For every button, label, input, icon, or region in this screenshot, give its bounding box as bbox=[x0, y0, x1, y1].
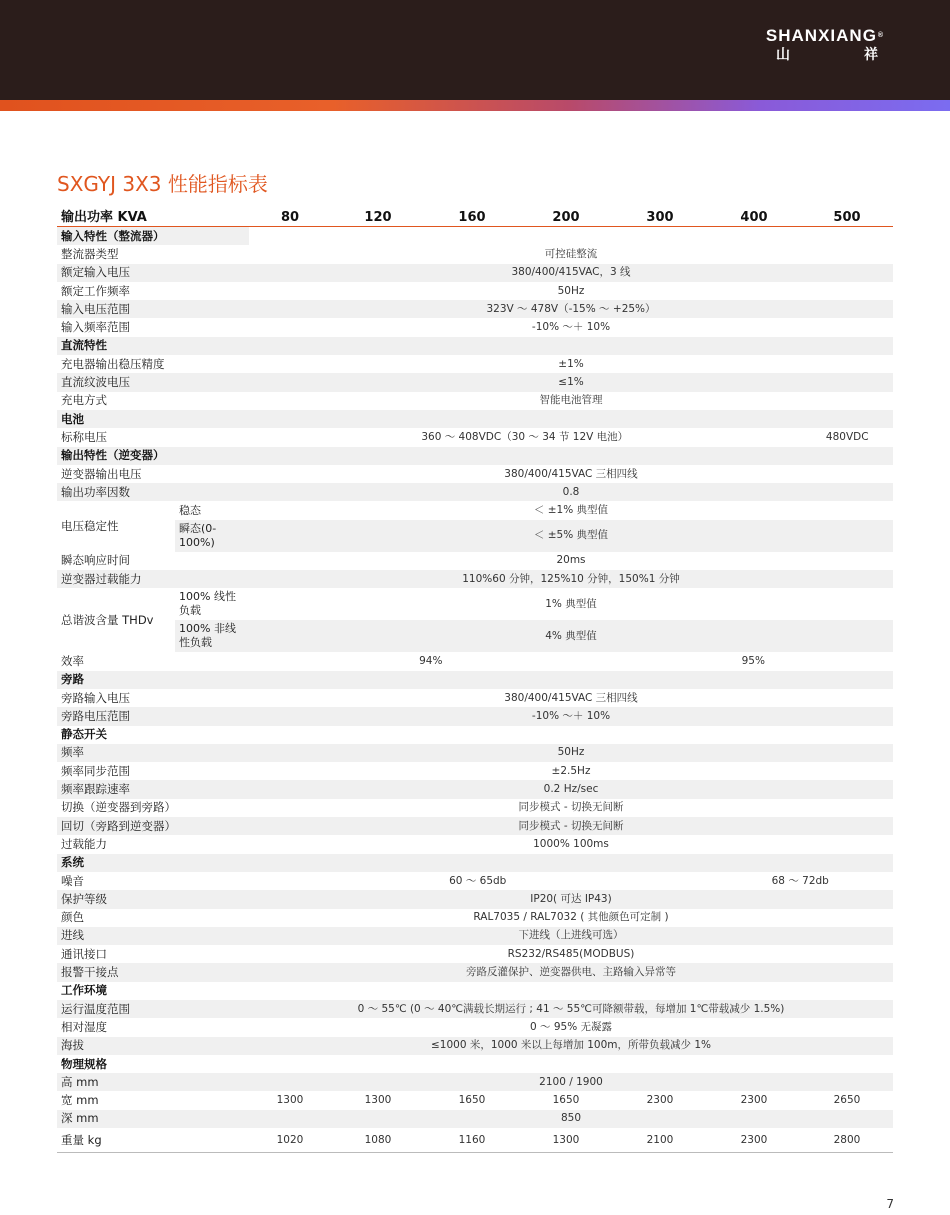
row-value: ＜ ±5% 典型值 bbox=[249, 520, 893, 552]
table-row bbox=[57, 744, 893, 762]
row-label: 标称电压 bbox=[61, 429, 107, 444]
row-value: 2100 / 1900 bbox=[249, 1073, 893, 1091]
brand-name-en: SHANXIANG® bbox=[765, 26, 885, 45]
row-value: ≤1% bbox=[249, 373, 893, 391]
row-value: 2300 bbox=[707, 1128, 801, 1153]
row-value: 1080 bbox=[331, 1128, 425, 1153]
row-label: 颜色 bbox=[61, 910, 84, 925]
row-value bbox=[249, 671, 893, 689]
brand-name-cn: 山 祥 bbox=[776, 47, 878, 63]
row-value bbox=[249, 854, 893, 872]
row-value: RS232/RS485(MODBUS) bbox=[507, 947, 635, 960]
row-value: ≤1000 米，1000 米以上每增加 100m，所带负载减少 1% bbox=[249, 1037, 893, 1055]
header-col: 120 bbox=[331, 208, 425, 227]
section-row bbox=[57, 1055, 893, 1073]
row-value: 480VDC bbox=[801, 428, 893, 446]
table-row bbox=[57, 762, 893, 780]
section-row bbox=[57, 726, 893, 744]
row-value: 0.8 bbox=[249, 483, 893, 501]
table-row bbox=[57, 1110, 893, 1128]
section-row bbox=[57, 671, 893, 689]
row-label: 额定工作频率 bbox=[61, 283, 130, 298]
row-label: 额定输入电压 bbox=[57, 264, 249, 282]
table-row bbox=[57, 963, 893, 981]
row-label: 频率跟踪速率 bbox=[57, 780, 249, 798]
section-row bbox=[57, 410, 893, 428]
row-value: 380/400/415VAC 三相四线 bbox=[504, 467, 638, 480]
row-value: IP20( 可达 IP43) bbox=[249, 890, 893, 908]
row-label: 运行温度范围 bbox=[57, 1000, 249, 1018]
row-label: 直流特性 bbox=[57, 337, 249, 355]
row-label: 宽 mm bbox=[61, 1093, 99, 1108]
row-value: 1160 bbox=[425, 1128, 519, 1153]
row-value: 同步模式 - 切换无间断 bbox=[249, 817, 893, 835]
row-value: 1300 bbox=[519, 1128, 613, 1153]
table-row bbox=[57, 1018, 893, 1036]
table-row bbox=[57, 835, 893, 853]
table-row bbox=[57, 909, 893, 927]
row-label: 输入频率范围 bbox=[61, 320, 130, 335]
table-row bbox=[57, 707, 893, 725]
row-label: 深 mm bbox=[57, 1110, 249, 1128]
table-cell bbox=[249, 1055, 893, 1073]
table-row bbox=[57, 245, 893, 263]
table-row bbox=[57, 428, 893, 446]
row-label: 输出功率因数 bbox=[57, 483, 249, 501]
row-label: 回切（旁路到逆变器） bbox=[57, 817, 249, 835]
row-label: 旁路输入电压 bbox=[61, 690, 130, 705]
row-label: 切换（逆变器到旁路） bbox=[61, 800, 176, 815]
row-value: ±1% bbox=[558, 357, 584, 370]
table-cell bbox=[249, 227, 893, 246]
header-col: 80 bbox=[249, 208, 331, 227]
row-value: 1% 典型值 bbox=[545, 597, 597, 610]
table-row bbox=[57, 570, 893, 588]
row-label: 旁路 bbox=[57, 671, 249, 689]
table-row bbox=[57, 501, 893, 519]
row-value: 380/400/415VAC 三相四线 bbox=[504, 691, 638, 704]
table-row bbox=[57, 465, 893, 483]
row-label: 电池 bbox=[57, 410, 249, 428]
row-value: 360 ～ 408VDC（30 ～ 34 节 12V 电池） bbox=[421, 430, 629, 443]
row-value: -10% ～＋ 10% bbox=[249, 707, 893, 725]
table-row bbox=[57, 1073, 893, 1091]
row-label: 瞬态响应时间 bbox=[61, 553, 130, 568]
row-value: 20ms bbox=[556, 554, 586, 567]
row-label: 逆变器过载能力 bbox=[57, 570, 249, 588]
table-cell bbox=[249, 726, 893, 744]
row-value: 60 ～ 65db bbox=[449, 874, 507, 887]
row-value: 0 ～ 55℃ (0 ～ 40℃满载长期运行 ; 41 ～ 55℃可降额带载，每增加 1℃带载减少 1.5%) bbox=[249, 1000, 893, 1018]
row-label: 效率 bbox=[61, 653, 84, 668]
row-label: 总谐波含量 THDv bbox=[61, 612, 154, 627]
table-row bbox=[57, 1000, 893, 1018]
row-value: ±2.5Hz bbox=[551, 764, 591, 777]
row-sublabel: 100% 非线性负载 bbox=[175, 620, 249, 652]
row-label: 频率同步范围 bbox=[61, 763, 130, 778]
row-value: 1000% 100ms bbox=[533, 837, 609, 850]
table-cell bbox=[249, 982, 893, 1000]
row-value: RAL7035 / RAL7032 ( 其他颜色可定制 ) bbox=[473, 911, 669, 924]
row-label: 输出特性（逆变器） bbox=[57, 447, 249, 465]
row-value: 0 ～ 95% 无凝露 bbox=[529, 1020, 613, 1033]
header-col: 300 bbox=[613, 208, 707, 227]
section-row bbox=[57, 337, 893, 355]
row-label: 报警干接点 bbox=[57, 963, 249, 981]
row-sublabel: 瞬态(0-100%) bbox=[175, 520, 249, 552]
row-label: 工作环境 bbox=[57, 982, 249, 1000]
row-label: 相对湿度 bbox=[61, 1019, 107, 1034]
row-label: 进线 bbox=[57, 927, 249, 945]
table-row bbox=[57, 1091, 893, 1109]
table-row bbox=[57, 318, 893, 336]
table-row bbox=[57, 355, 893, 373]
row-value: 850 bbox=[249, 1110, 893, 1128]
row-label: 输入电压范围 bbox=[57, 300, 249, 318]
table-row bbox=[57, 264, 893, 282]
row-label: 保护等级 bbox=[57, 890, 249, 908]
row-value: 68 ～ 72db bbox=[707, 872, 893, 890]
row-value bbox=[249, 447, 893, 465]
table-row bbox=[57, 780, 893, 798]
table-row bbox=[57, 652, 893, 670]
row-label: 频率 bbox=[57, 744, 249, 762]
header-col: 160 bbox=[425, 208, 519, 227]
row-value bbox=[249, 337, 893, 355]
section-row bbox=[57, 227, 893, 246]
row-value: 2100 bbox=[613, 1128, 707, 1153]
table-row bbox=[57, 392, 893, 410]
page-number: 7 bbox=[886, 1197, 894, 1211]
section-row bbox=[57, 982, 893, 1000]
row-label: 高 mm bbox=[57, 1073, 249, 1091]
accent-stripe bbox=[0, 100, 950, 111]
row-value: 95% bbox=[613, 652, 893, 670]
row-label: 电压稳定性 bbox=[61, 519, 119, 534]
table-row bbox=[57, 620, 893, 652]
row-label: 噪音 bbox=[61, 873, 84, 888]
row-label: 直流纹波电压 bbox=[57, 373, 249, 391]
row-label: 过载能力 bbox=[61, 836, 107, 851]
row-value: ＜ ±1% 典型值 bbox=[533, 504, 609, 517]
row-value: 可控硅整流 bbox=[544, 247, 598, 260]
table-row bbox=[57, 927, 893, 945]
header-col: 500 bbox=[801, 208, 893, 227]
table-row bbox=[57, 520, 893, 552]
page-title: SXGYJ 3X3 性能指标表 bbox=[57, 172, 268, 196]
row-value: 下进线（上进线可选） bbox=[249, 927, 893, 945]
table-row bbox=[57, 945, 893, 963]
table-row bbox=[57, 817, 893, 835]
row-value: 旁路反灌保护、逆变器供电、主路输入异常等 bbox=[249, 963, 893, 981]
row-value bbox=[249, 410, 893, 428]
spec-table bbox=[57, 208, 893, 1153]
row-value: 2800 bbox=[801, 1128, 893, 1153]
row-value: 50Hz bbox=[557, 284, 585, 297]
row-value: 4% 典型值 bbox=[249, 620, 893, 652]
row-value: 2300 bbox=[646, 1094, 674, 1107]
row-label: 整流器类型 bbox=[61, 246, 119, 261]
row-value: -10% ～＋ 10% bbox=[531, 321, 611, 334]
row-sublabel: 稳态 bbox=[179, 503, 201, 517]
table-row bbox=[57, 552, 893, 570]
row-value: 智能电池管理 bbox=[539, 394, 603, 407]
row-sublabel: 100% 线性负载 bbox=[179, 590, 236, 618]
table-row bbox=[57, 483, 893, 501]
row-label: 通讯接口 bbox=[61, 946, 107, 961]
header-label: 输出功率 KVA bbox=[57, 208, 249, 227]
section-row bbox=[57, 854, 893, 872]
row-value: 2650 bbox=[833, 1094, 861, 1107]
row-label: 旁路电压范围 bbox=[57, 707, 249, 725]
table-row bbox=[57, 872, 893, 890]
row-label: 充电方式 bbox=[61, 393, 107, 408]
row-label: 静态开关 bbox=[57, 726, 249, 744]
row-value: 1020 bbox=[249, 1128, 331, 1153]
row-label: 重量 kg bbox=[57, 1128, 249, 1153]
row-value: 50Hz bbox=[249, 744, 893, 762]
row-value: 1300 bbox=[364, 1094, 392, 1107]
row-value: 380/400/415VAC，3 线 bbox=[249, 264, 893, 282]
row-label: 海拔 bbox=[57, 1037, 249, 1055]
table-header bbox=[57, 208, 893, 227]
table-row bbox=[57, 373, 893, 391]
row-value: 0.2 Hz/sec bbox=[249, 780, 893, 798]
header-col: 200 bbox=[519, 208, 613, 227]
row-label: 系统 bbox=[57, 854, 249, 872]
row-value: 1300 bbox=[276, 1094, 304, 1107]
row-label: 充电器输出稳压精度 bbox=[61, 356, 165, 371]
row-value: 1650 bbox=[552, 1094, 580, 1107]
brand-logo bbox=[750, 26, 900, 64]
row-value: 94% bbox=[419, 654, 443, 667]
row-value: 110%60 分钟，125%10 分钟，150%1 分钟 bbox=[249, 570, 893, 588]
section-row bbox=[57, 447, 893, 465]
row-value: 同步模式 - 切换无间断 bbox=[518, 801, 624, 814]
table-row bbox=[57, 799, 893, 817]
table-row bbox=[57, 588, 893, 620]
table-row bbox=[57, 282, 893, 300]
table-row bbox=[57, 1128, 893, 1153]
row-label: 物理规格 bbox=[57, 1055, 249, 1073]
table-row bbox=[57, 1037, 893, 1055]
table-row bbox=[57, 890, 893, 908]
table-row bbox=[57, 300, 893, 318]
row-value: 2300 bbox=[740, 1094, 768, 1107]
row-value: 323V ～ 478V（-15% ～ +25%） bbox=[249, 300, 893, 318]
row-value: 1650 bbox=[458, 1094, 486, 1107]
row-label: 输入特性（整流器） bbox=[57, 227, 249, 246]
row-label: 逆变器输出电压 bbox=[61, 466, 142, 481]
header-col: 400 bbox=[707, 208, 801, 227]
table-row bbox=[57, 689, 893, 707]
